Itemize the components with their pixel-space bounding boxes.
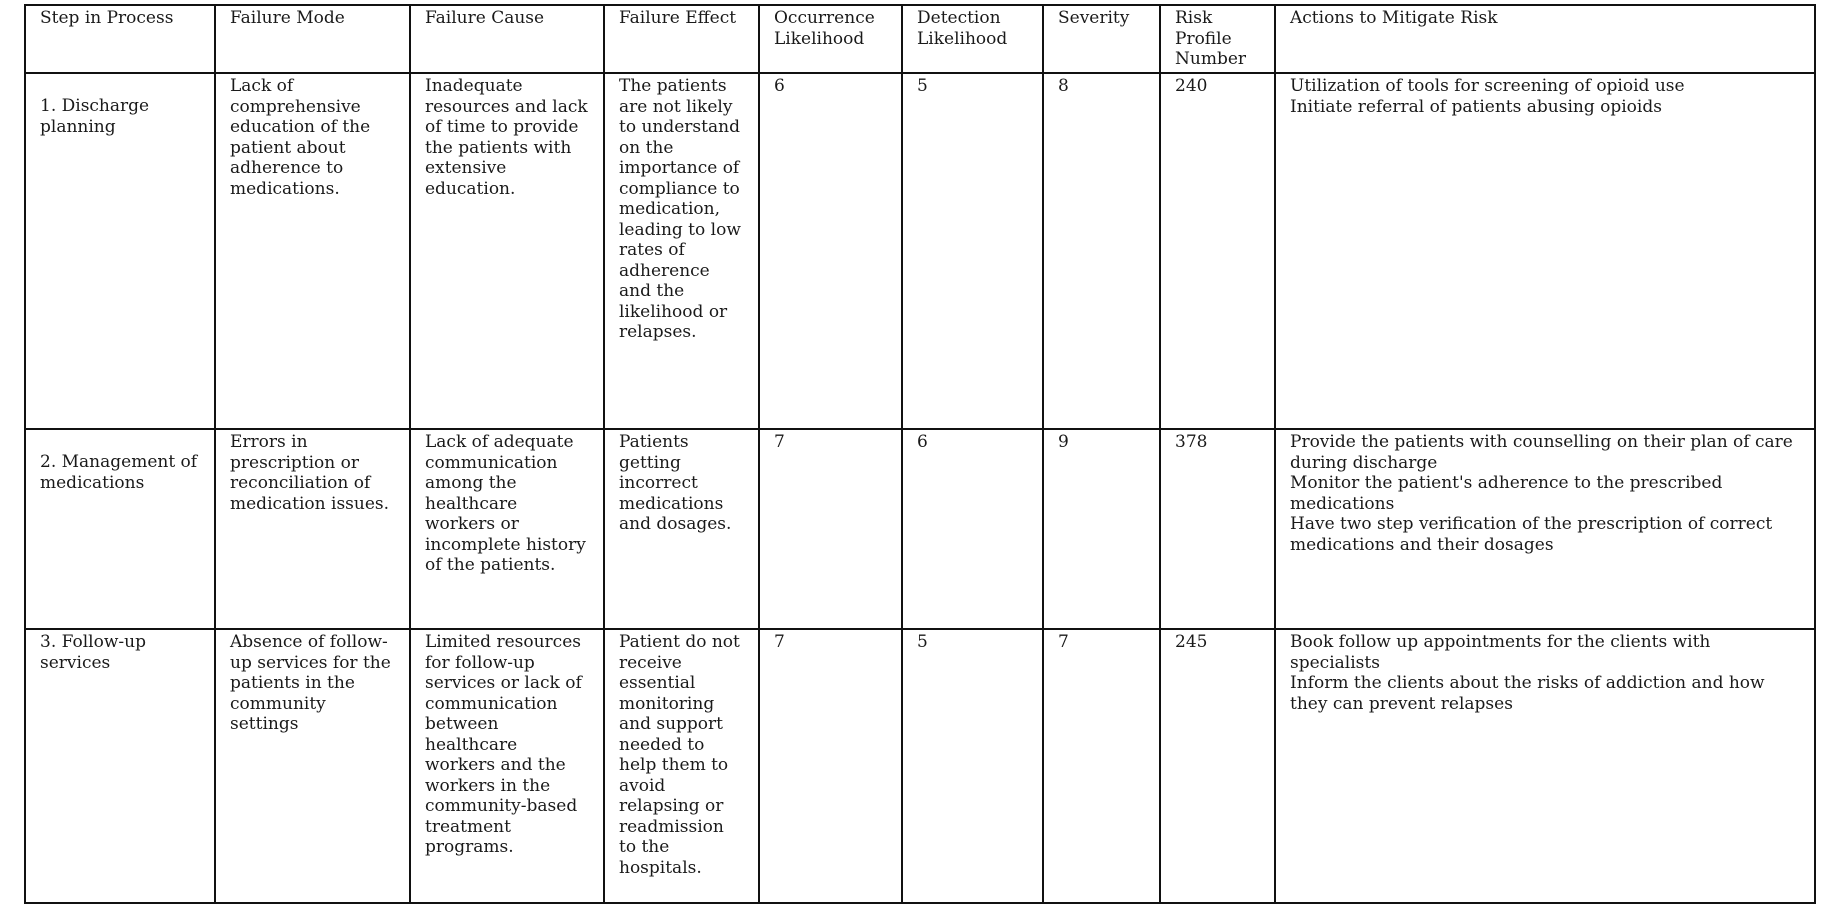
cell-failure-effect: Patients getting incorrect medications and dosages. <box>604 429 759 629</box>
cell-failure-mode: Errors in prescription or reconciliation of medication issues. <box>215 429 410 629</box>
cell-occurrence: 6 <box>759 73 902 429</box>
cell-step: 3. Follow-up services <box>25 629 215 903</box>
header-occurrence: Occurrence Likelihood <box>759 5 902 73</box>
cell-occurrence: 7 <box>759 629 902 903</box>
cell-rpn: 245 <box>1160 629 1275 903</box>
header-detection: Detection Likelihood <box>902 5 1043 73</box>
action-item: Have two step verification of the prescription of correct medications and their dosages <box>1290 514 1773 555</box>
cell-failure-mode: Absence of follow-up services for the patients in the community settings <box>215 629 410 903</box>
header-failure-cause: Failure Cause <box>410 5 604 73</box>
action-item: Book follow up appointments for the clients with specialists <box>1290 632 1711 673</box>
cell-rpn: 240 <box>1160 73 1275 429</box>
cell-failure-mode: Lack of comprehensive education of the patient about adherence to medications. <box>215 73 410 429</box>
header-rpn: Risk Profile Number <box>1160 5 1275 73</box>
cell-step: 2. Management of medications <box>25 429 215 629</box>
cell-severity: 9 <box>1043 429 1160 629</box>
header-failure-mode: Failure Mode <box>215 5 410 73</box>
cell-actions <box>1275 73 1815 429</box>
action-item: Initiate referral of patients abusing opioids <box>1290 96 1662 117</box>
action-item: Monitor the patient's adherence to the prescribed medications <box>1290 473 1723 514</box>
cell-rpn: 378 <box>1160 429 1275 629</box>
action-item: Provide the patients with counselling on their plan of care during discharge <box>1290 432 1793 473</box>
cell-severity: 7 <box>1043 629 1160 903</box>
cell-failure-effect: Patient do not receive essential monitoring and support needed to help them to avoid relapsing or readmission to the hospitals. <box>604 629 759 903</box>
cell-failure-cause: Limited resources for follow-up services or lack of communication between healthcare workers and the workers in the community-based treatment programs. <box>410 629 604 903</box>
header-severity: Severity <box>1043 5 1160 73</box>
cell-failure-cause: Lack of adequate communication among the healthcare workers or incomplete history of the patients. <box>410 429 604 629</box>
fmea-table <box>24 4 1816 904</box>
header-row <box>25 5 1815 73</box>
cell-severity: 8 <box>1043 73 1160 429</box>
table-row <box>25 73 1815 429</box>
cell-actions <box>1275 629 1815 903</box>
table-row <box>25 629 1815 903</box>
table-row <box>25 429 1815 629</box>
header-failure-effect: Failure Effect <box>604 5 759 73</box>
cell-step: 1. Discharge planning <box>25 73 215 429</box>
action-item: Inform the clients about the risks of addiction and how they can prevent relapses <box>1290 673 1765 714</box>
cell-failure-effect: The patients are not likely to understand on the importance of compliance to medication, leading to low rates of adherence and the likelihood or relapses. <box>604 73 759 429</box>
cell-detection: 5 <box>902 629 1043 903</box>
cell-detection: 5 <box>902 73 1043 429</box>
cell-actions <box>1275 429 1815 629</box>
action-item: Utilization of tools for screening of opioid use <box>1290 76 1685 96</box>
cell-detection: 6 <box>902 429 1043 629</box>
header-actions: Actions to Mitigate Risk <box>1275 5 1815 73</box>
cell-occurrence: 7 <box>759 429 902 629</box>
header-step: Step in Process <box>25 5 215 73</box>
cell-failure-cause: Inadequate resources and lack of time to provide the patients with extensive education. <box>410 73 604 429</box>
